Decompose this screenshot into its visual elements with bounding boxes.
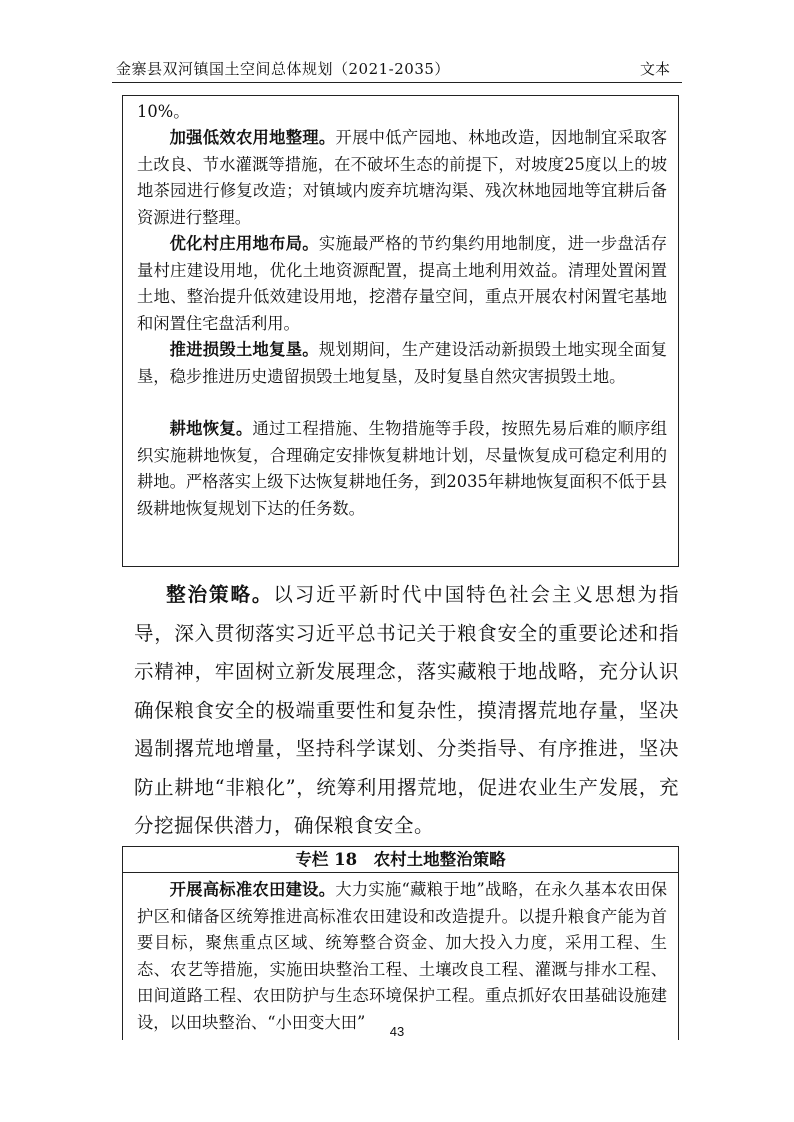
special-column-title: 专栏 18 农村土地整治策略 <box>123 847 678 873</box>
paragraph-text: 规划期间，生产建设活动新损毁土地实现全面复垦，稳步推进历史遗留损毁土地复垦，及时复垦自然灾害损毁土地。 <box>137 340 667 386</box>
paragraph-heading: 整治策略。 <box>166 583 274 606</box>
header-divider <box>112 82 682 83</box>
paragraph-text: 开展中低产园地、林地改造，因地制宜采取客土改良、节水灌溉等措施，在不破坏生态的前提下，对坡度25度以上的坡地茶园进行修复改造；对镇域内废弃坑塘沟渠、残次林地园地等宜耕后备资源进行整理。 <box>137 128 667 227</box>
paragraph-heading: 开展高标准农田建设。 <box>169 880 336 899</box>
document-header-section: 文本 <box>640 60 671 78</box>
page-bottom-margin <box>0 1040 794 1122</box>
paragraph-heading: 耕地恢复。 <box>169 419 253 438</box>
box-paragraph <box>137 231 667 337</box>
box-paragraph <box>137 416 667 522</box>
page-number: 43 <box>389 1024 405 1039</box>
box-paragraph <box>137 877 667 1036</box>
box-first-line: 10%。 <box>137 102 190 121</box>
paragraph-text: 以习近平新时代中国特色社会主义思想为指导，深入贯彻落实习近平总书记关于粮食安全的重要论述和指示精神，牢固树立新发展理念，落实藏粮于地战略，充分认识确保粮食安全的极端重要性和复杂性，摸清撂荒地存量，坚决遏制撂荒地增量，坚持科学谋划、分类指导、有序推进，坚决防止耕地“非粮化”，统筹利用撂荒地，促进农业生产发展，充分挖掘保供潜力，确保粮食安全。 <box>134 583 679 837</box>
paragraph-text: 实施最严格的节约集约用地制度，进一步盘活存量村庄建设用地，优化土地资源配置，提高土地利用效益。清理处置闲置土地、整治提升低效建设用地，挖潜存量空间，重点开展农村闲置宅基地和闲置住宅盘活利用。 <box>137 234 667 333</box>
strategy-paragraph <box>134 576 679 846</box>
box-paragraph <box>137 125 667 231</box>
text-box-land-consolidation <box>122 95 679 567</box>
document-header-title: 金寨县双河镇国土空间总体规划（2021-2035） <box>116 60 450 78</box>
box-paragraph <box>137 337 667 390</box>
paragraph-heading: 推进损毁土地复垦。 <box>169 340 319 359</box>
paragraph-text: 通过工程措施、生物措施等手段，按照先易后难的顺序组织实施耕地恢复，合理确定安排恢复耕地计划，尽量恢复成可稳定利用的耕地。严格落实上级下达恢复耕地任务，到2035年耕地恢复面积不低于县级耕地恢复规划下达的任务数。 <box>137 419 667 518</box>
paragraph-text: 大力实施“藏粮于地”战略，在永久基本农田保护区和储备区统筹推进高标准农田建设和改造提升。以提升粮食产能为首要目标，聚焦重点区域、统筹整合资金、加大投入力度，采用工程、生态、农艺等措施，实施田块整治工程、土壤改良工程、灌溉与排水工程、田间道路工程、农田防护与生态环境保护工程。重点抓好农田基础设施建设，以田块整治、“小田变大田” <box>137 880 667 1032</box>
paragraph-heading: 优化村庄用地布局。 <box>169 234 319 253</box>
paragraph-heading: 加强低效农用地整理。 <box>169 128 336 147</box>
